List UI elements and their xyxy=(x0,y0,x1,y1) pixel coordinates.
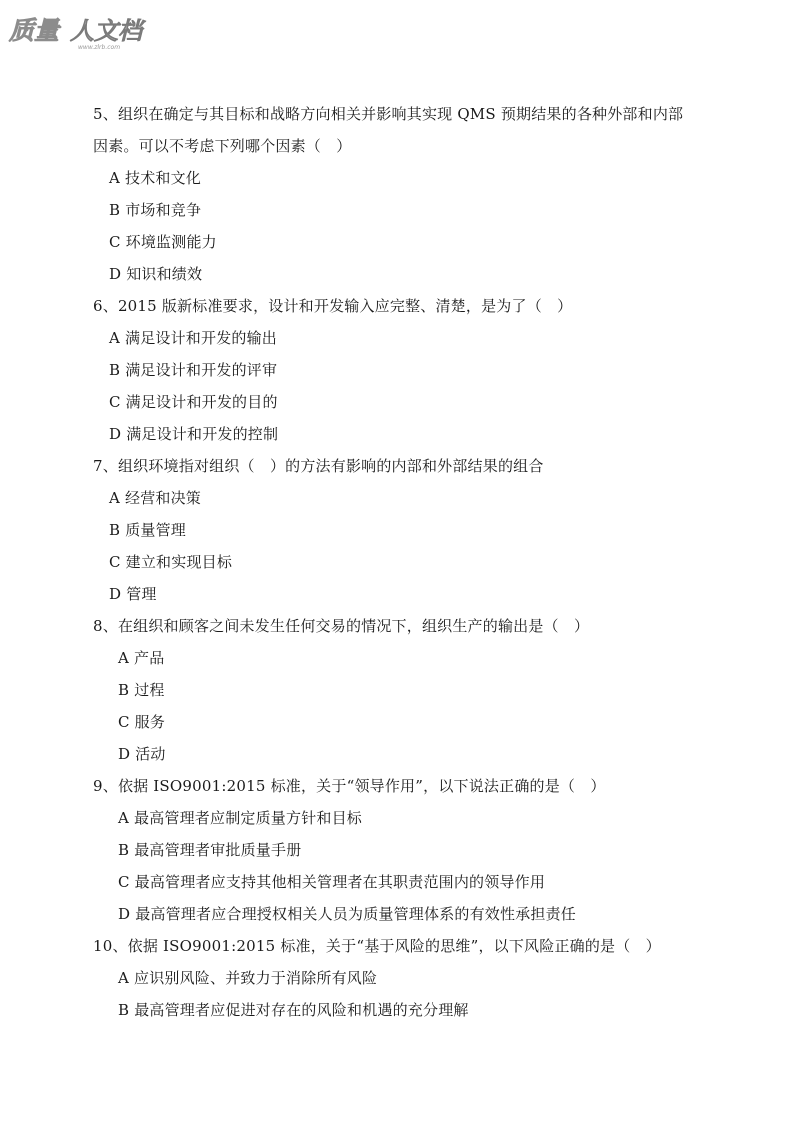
option: A 最高管理者应制定质量方针和目标 xyxy=(118,809,363,827)
option: A 产品 xyxy=(118,649,165,667)
option: B 市场和竞争 xyxy=(109,201,202,219)
question-stem: 8、在组织和顾客之间未发生任何交易的情况下，组织生产的输出是（ ） xyxy=(93,617,590,635)
option: A 技术和文化 xyxy=(109,169,202,187)
logo-main-text: 质量 xyxy=(9,16,60,45)
question-block xyxy=(93,610,733,770)
option: D 知识和绩效 xyxy=(109,265,203,283)
question-block xyxy=(93,450,733,610)
option: C 环境监测能力 xyxy=(109,233,217,251)
option: D 管理 xyxy=(109,585,157,603)
question-block xyxy=(93,930,733,1026)
option: B 质量管理 xyxy=(109,521,186,539)
question-stem: 7、组织环境指对组织（ ）的方法有影响的内部和外部结果的组合 xyxy=(93,457,544,475)
option: C 建立和实现目标 xyxy=(109,553,233,571)
question-stem: 6、2015 版新标准要求，设计和开发输入应完整、清楚，是为了（ ） xyxy=(93,297,573,315)
question-block xyxy=(93,98,733,290)
question-stem-continued: 因素。可以不考虑下列哪个因素（ ） xyxy=(93,137,352,155)
option: B 满足设计和开发的评审 xyxy=(109,361,278,379)
option: D 活动 xyxy=(118,745,166,763)
option: D 最高管理者应合理授权相关人员为质量管理体系的有效性承担责任 xyxy=(118,905,576,923)
question-block xyxy=(93,290,733,450)
option: D 满足设计和开发的控制 xyxy=(109,425,279,443)
option: A 经营和决策 xyxy=(109,489,202,507)
question-stem: 10、依据 ISO9001:2015 标准，关于“基于风险的思维”，以下风险正确的是（ ） xyxy=(93,937,661,955)
logo-secondary-text: 人文档 xyxy=(70,17,142,45)
option: A 满足设计和开发的输出 xyxy=(109,329,278,347)
question-stem: 5、组织在确定与其目标和战略方向相关并影响其实现 QMS 预期结果的各种外部和内部 xyxy=(93,105,684,123)
question-stem: 9、依据 ISO9001:2015 标准，关于“领导作用”，以下说法正确的是（ ） xyxy=(93,777,606,795)
option: B 最高管理者应促进对存在的风险和机遇的充分理解 xyxy=(118,1001,469,1019)
option: B 最高管理者审批质量手册 xyxy=(118,841,302,859)
option: C 最高管理者应支持其他相关管理者在其职责范围内的领导作用 xyxy=(118,873,546,891)
option: C 满足设计和开发的目的 xyxy=(109,393,278,411)
question-list xyxy=(93,98,733,1026)
logo-image xyxy=(8,12,158,52)
option: B 过程 xyxy=(118,681,165,699)
question-block xyxy=(93,770,733,930)
option: C 服务 xyxy=(118,713,166,731)
option: A 应识别风险、并致力于消除所有风险 xyxy=(118,969,378,987)
logo-url: www.zlrb.com xyxy=(78,44,121,51)
